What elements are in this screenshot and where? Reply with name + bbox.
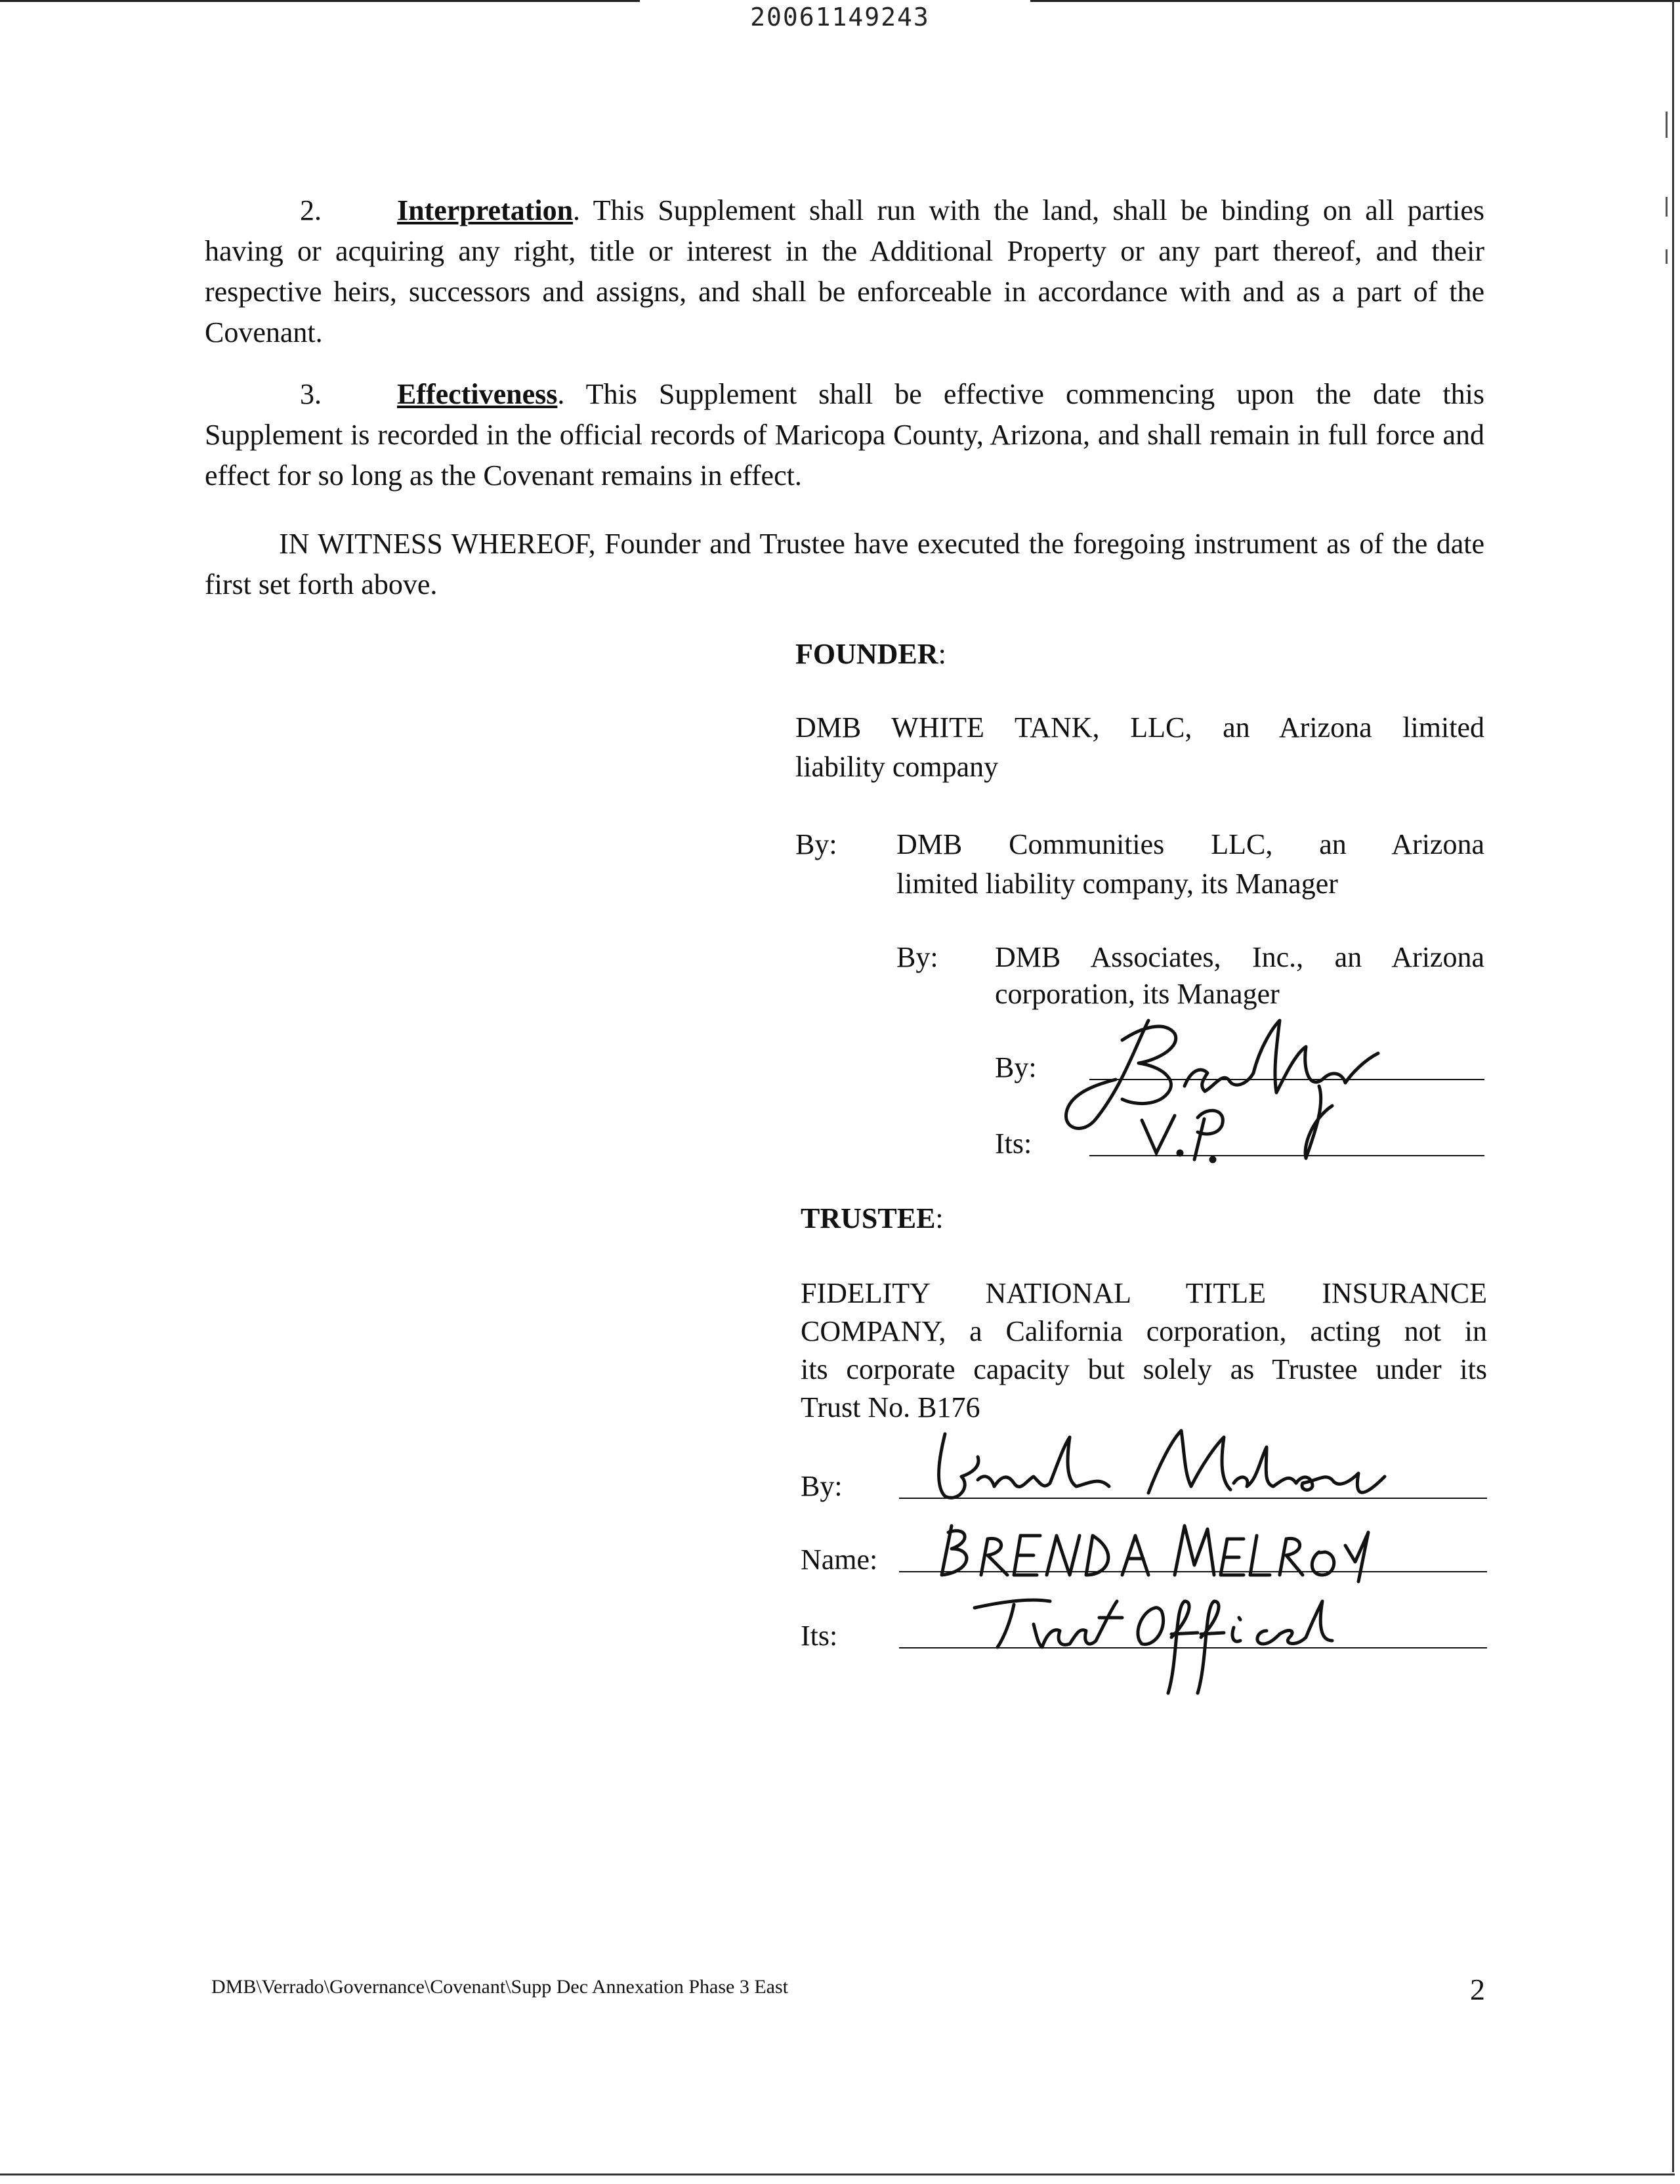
founder-entity-line: DMB WHITE TANK, LLC, an Arizona limited [795,711,1484,744]
founder-manager-line: limited liability company, its Manager [896,868,1338,900]
scan-edge-right [1672,0,1674,2172]
section-text: . This Supplement shall be effective commencing upon the date this Supplement is recorded in the official records of Maricopa County, Arizona, and shall remain in full force and effect for so long as the Covenant remains in effect. [205,378,1484,492]
trustee-title-handwriting [965,1582,1372,1700]
founder-sub-manager-line: corporation, its Manager [995,978,1280,1010]
section-text: . This Supplement shall run with the land, shall be binding on all parties having or acquiring any right, title or interest in the Additional Property or any part thereof, and their respective heirs, successors and assigns, and shall be enforceable in accordance with and as a part of the Covenant. [205,194,1484,348]
scan-mark [1666,249,1668,264]
trustee-entity-line: Trust No. B176 [801,1391,980,1423]
scan-mark [1666,112,1668,138]
trustee-name-handwriting [932,1513,1404,1585]
founder-sub-by-label: By: [896,941,938,973]
witness-clause [205,524,1484,605]
section-heading: Effectiveness [397,378,558,410]
founder-signature-image [1050,1007,1418,1165]
founder-sign-its-label: Its: [995,1127,1032,1160]
founder-sub-manager-line: DMB Associates, Inc., an Arizona [995,941,1484,973]
trustee-entity-line: COMPANY, a California corporation, acting not in [801,1315,1487,1347]
founder-entity-line: liability company [795,751,999,783]
trustee-signature-image [932,1421,1404,1506]
scan-mark [1666,197,1668,217]
trustee-entity-line: FIDELITY NATIONAL TITLE INSURANCE [801,1277,1487,1309]
footer-file-path: DMB\Verrado\Governance\Covenant\Supp Dec Annexation Phase 3 East [211,1976,788,1998]
trustee-by-label: By: [801,1470,843,1502]
trustee-entity-line: its corporate capacity but solely as Trustee under its [801,1353,1487,1385]
founder-manager-line: DMB Communities LLC, an Arizona [896,828,1484,860]
trustee-label: TRUSTEE: [801,1202,944,1234]
founder-sign-by-label: By: [995,1051,1037,1083]
section-number: 3. [300,378,322,410]
section-interpretation [205,190,1484,353]
section-effectiveness [205,374,1484,496]
trustee-its-label: Its: [801,1620,838,1652]
founder-label: FOUNDER: [795,638,946,670]
founder-by-label: By: [795,828,837,860]
recording-number: 20061149243 [750,3,930,32]
scan-edge-bottom [0,2174,1675,2175]
page-number: 2 [1470,1973,1485,2006]
trustee-name-label: Name: [801,1544,878,1576]
witness-text: IN WITNESS WHEREOF, Founder and Trustee have executed the foregoing instrument as of the date first set forth above. [205,528,1484,600]
scan-edge-top [0,0,640,2]
scan-edge-top [1030,0,1680,2]
section-number: 2. [300,194,322,226]
section-heading: Interpretation [397,194,574,226]
